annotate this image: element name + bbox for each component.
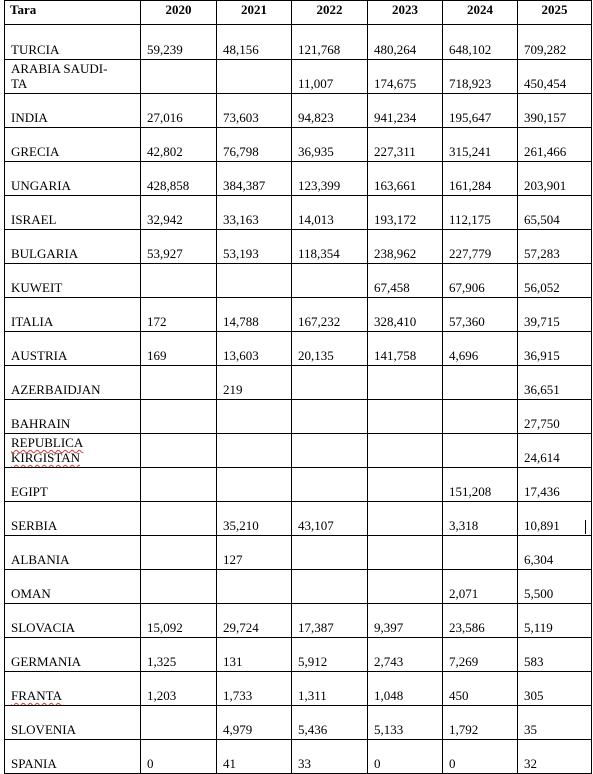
value-cell: 13,603 bbox=[217, 332, 292, 366]
table-row bbox=[5, 366, 592, 400]
value-cell: 648,102 bbox=[443, 25, 518, 60]
country-cell bbox=[5, 638, 141, 672]
value-cell bbox=[141, 536, 217, 570]
country-name: INDIA bbox=[11, 110, 48, 125]
country-name: ITALIA bbox=[11, 314, 54, 329]
exports-table bbox=[4, 0, 592, 774]
table-row bbox=[5, 400, 592, 434]
value-cell: 123,399 bbox=[292, 162, 368, 196]
value-cell: 35 bbox=[518, 706, 592, 740]
country-cell bbox=[5, 298, 141, 332]
country-cell bbox=[5, 604, 141, 638]
country-name: ALBANIA bbox=[11, 552, 70, 567]
country-name: TURCIA bbox=[11, 42, 60, 57]
value-cell: 36,915 bbox=[518, 332, 592, 366]
header-year: 2020 bbox=[141, 1, 217, 25]
country-name: FRANTA bbox=[11, 688, 62, 703]
value-cell: 112,175 bbox=[443, 196, 518, 230]
value-cell: 57,283 bbox=[518, 230, 592, 264]
value-cell: 42,802 bbox=[141, 128, 217, 162]
value-cell: 450,454 bbox=[518, 60, 592, 94]
value-cell bbox=[292, 570, 368, 604]
value-cell: 23,586 bbox=[443, 604, 518, 638]
header-year: 2023 bbox=[368, 1, 443, 25]
value-cell bbox=[217, 570, 292, 604]
value-cell bbox=[443, 434, 518, 468]
value-cell: 27,016 bbox=[141, 94, 217, 128]
country-name: AUSTRIA bbox=[11, 348, 68, 363]
value-cell: 261,466 bbox=[518, 128, 592, 162]
value-cell: 48,156 bbox=[217, 25, 292, 60]
value-cell: 15,092 bbox=[141, 604, 217, 638]
value-cell: 10,891 bbox=[518, 502, 592, 536]
header-year: 2025 bbox=[518, 1, 592, 25]
country-name: SLOVENIA bbox=[11, 722, 76, 737]
value-cell: 151,208 bbox=[443, 468, 518, 502]
country-cell bbox=[5, 366, 141, 400]
value-cell: 24,614 bbox=[518, 434, 592, 468]
value-cell bbox=[292, 468, 368, 502]
value-cell: 193,172 bbox=[368, 196, 443, 230]
value-cell: 14,013 bbox=[292, 196, 368, 230]
value-cell bbox=[141, 706, 217, 740]
value-cell: 1,792 bbox=[443, 706, 518, 740]
value-cell: 76,798 bbox=[217, 128, 292, 162]
value-cell bbox=[292, 264, 368, 298]
value-cell: 32 bbox=[518, 740, 592, 774]
table-row bbox=[5, 434, 592, 468]
country-name: ISRAEL bbox=[11, 212, 57, 227]
table-row bbox=[5, 604, 592, 638]
value-cell: 238,962 bbox=[368, 230, 443, 264]
value-cell bbox=[141, 60, 217, 94]
value-cell bbox=[141, 502, 217, 536]
value-cell: 1,733 bbox=[217, 672, 292, 706]
country-name: UNGARIA bbox=[11, 178, 71, 193]
country-cell bbox=[5, 468, 141, 502]
value-cell: 65,504 bbox=[518, 196, 592, 230]
value-cell: 315,241 bbox=[443, 128, 518, 162]
value-cell bbox=[292, 366, 368, 400]
value-cell: 53,193 bbox=[217, 230, 292, 264]
value-cell bbox=[368, 434, 443, 468]
value-cell: 17,436 bbox=[518, 468, 592, 502]
country-cell bbox=[5, 25, 141, 60]
value-cell bbox=[141, 570, 217, 604]
value-cell: 39,715 bbox=[518, 298, 592, 332]
table-row bbox=[5, 502, 592, 536]
value-cell: 4,696 bbox=[443, 332, 518, 366]
value-cell: 118,354 bbox=[292, 230, 368, 264]
table-row bbox=[5, 638, 592, 672]
value-cell bbox=[217, 60, 292, 94]
table-row bbox=[5, 468, 592, 502]
table-row bbox=[5, 264, 592, 298]
value-cell: 0 bbox=[368, 740, 443, 774]
value-cell: 1,203 bbox=[141, 672, 217, 706]
value-cell bbox=[368, 536, 443, 570]
value-cell: 7,269 bbox=[443, 638, 518, 672]
value-cell: 169 bbox=[141, 332, 217, 366]
table-row bbox=[5, 332, 592, 366]
country-cell bbox=[5, 672, 141, 706]
country-name: GRECIA bbox=[11, 144, 60, 159]
value-cell: 1,048 bbox=[368, 672, 443, 706]
value-cell: 1,311 bbox=[292, 672, 368, 706]
value-cell: 94,823 bbox=[292, 94, 368, 128]
value-cell: 941,234 bbox=[368, 94, 443, 128]
table-row bbox=[5, 298, 592, 332]
value-cell: 73,603 bbox=[217, 94, 292, 128]
table-row bbox=[5, 740, 592, 774]
value-cell: 27,750 bbox=[518, 400, 592, 434]
value-cell: 29,724 bbox=[217, 604, 292, 638]
value-cell: 36,651 bbox=[518, 366, 592, 400]
value-cell: 167,232 bbox=[292, 298, 368, 332]
value-cell: 59,239 bbox=[141, 25, 217, 60]
country-name: KUWEIT bbox=[11, 280, 63, 295]
country-cell bbox=[5, 94, 141, 128]
value-cell: 67,458 bbox=[368, 264, 443, 298]
value-cell bbox=[368, 570, 443, 604]
value-cell bbox=[141, 468, 217, 502]
value-cell: 480,264 bbox=[368, 25, 443, 60]
value-cell: 57,360 bbox=[443, 298, 518, 332]
value-cell bbox=[141, 366, 217, 400]
value-cell: 428,858 bbox=[141, 162, 217, 196]
header-year: 2022 bbox=[292, 1, 368, 25]
value-cell: 2,743 bbox=[368, 638, 443, 672]
value-cell: 43,107 bbox=[292, 502, 368, 536]
table-row bbox=[5, 60, 592, 94]
header-row bbox=[5, 1, 592, 25]
value-cell bbox=[368, 502, 443, 536]
value-cell: 1,325 bbox=[141, 638, 217, 672]
country-name: BULGARIA bbox=[11, 246, 79, 261]
value-cell: 5,119 bbox=[518, 604, 592, 638]
value-cell: 5,436 bbox=[292, 706, 368, 740]
value-cell: 5,912 bbox=[292, 638, 368, 672]
country-cell bbox=[5, 400, 141, 434]
value-cell: 121,768 bbox=[292, 25, 368, 60]
value-cell bbox=[368, 400, 443, 434]
country-cell bbox=[5, 128, 141, 162]
country-name: OMAN bbox=[11, 586, 51, 601]
table-row bbox=[5, 706, 592, 740]
country-name: SERBIA bbox=[11, 518, 58, 533]
value-cell bbox=[443, 536, 518, 570]
country-cell bbox=[5, 740, 141, 774]
table-row bbox=[5, 196, 592, 230]
value-cell bbox=[368, 366, 443, 400]
header-year: 2024 bbox=[443, 1, 518, 25]
text-cursor bbox=[585, 520, 586, 534]
value-cell: 0 bbox=[443, 740, 518, 774]
value-cell bbox=[217, 400, 292, 434]
value-cell: 4,979 bbox=[217, 706, 292, 740]
value-cell bbox=[141, 264, 217, 298]
header-year: 2021 bbox=[217, 1, 292, 25]
table-row bbox=[5, 128, 592, 162]
value-cell: 5,133 bbox=[368, 706, 443, 740]
value-cell: 2,071 bbox=[443, 570, 518, 604]
value-cell bbox=[292, 400, 368, 434]
table-row bbox=[5, 230, 592, 264]
value-cell: 718,923 bbox=[443, 60, 518, 94]
value-cell: 195,647 bbox=[443, 94, 518, 128]
value-cell: 36,935 bbox=[292, 128, 368, 162]
country-name: GERMANIA bbox=[11, 654, 82, 669]
value-cell: 5,500 bbox=[518, 570, 592, 604]
country-name: ARABIA SAUDI- TA bbox=[11, 61, 108, 91]
value-cell bbox=[292, 536, 368, 570]
value-cell: 328,410 bbox=[368, 298, 443, 332]
country-name: REPUBLICA KIRGISTAN bbox=[11, 435, 84, 465]
value-cell: 6,304 bbox=[518, 536, 592, 570]
table-row bbox=[5, 25, 592, 60]
value-cell: 20,135 bbox=[292, 332, 368, 366]
value-cell: 305 bbox=[518, 672, 592, 706]
value-cell bbox=[443, 366, 518, 400]
value-cell bbox=[217, 434, 292, 468]
value-cell: 11,007 bbox=[292, 60, 368, 94]
value-cell: 0 bbox=[141, 740, 217, 774]
value-cell: 172 bbox=[141, 298, 217, 332]
value-cell: 131 bbox=[217, 638, 292, 672]
value-cell: 709,282 bbox=[518, 25, 592, 60]
value-cell bbox=[141, 400, 217, 434]
country-name: AZERBAIDJAN bbox=[11, 382, 101, 397]
value-cell bbox=[141, 434, 217, 468]
value-cell: 53,927 bbox=[141, 230, 217, 264]
table-row bbox=[5, 162, 592, 196]
value-cell: 384,387 bbox=[217, 162, 292, 196]
value-cell bbox=[443, 400, 518, 434]
value-cell: 203,901 bbox=[518, 162, 592, 196]
country-cell bbox=[5, 706, 141, 740]
value-cell: 33 bbox=[292, 740, 368, 774]
country-cell bbox=[5, 502, 141, 536]
country-cell bbox=[5, 60, 141, 94]
table-row bbox=[5, 570, 592, 604]
country-name: SPANIA bbox=[11, 756, 57, 771]
country-cell bbox=[5, 196, 141, 230]
value-cell: 141,758 bbox=[368, 332, 443, 366]
country-cell bbox=[5, 264, 141, 298]
value-cell: 227,311 bbox=[368, 128, 443, 162]
table-row bbox=[5, 94, 592, 128]
value-cell bbox=[368, 468, 443, 502]
value-cell: 17,387 bbox=[292, 604, 368, 638]
value-cell: 174,675 bbox=[368, 60, 443, 94]
country-cell bbox=[5, 434, 141, 468]
value-cell: 161,284 bbox=[443, 162, 518, 196]
value-cell: 9,397 bbox=[368, 604, 443, 638]
value-cell: 583 bbox=[518, 638, 592, 672]
country-cell bbox=[5, 570, 141, 604]
value-cell: 41 bbox=[217, 740, 292, 774]
country-cell bbox=[5, 536, 141, 570]
value-cell: 127 bbox=[217, 536, 292, 570]
country-name: BAHRAIN bbox=[11, 416, 71, 431]
value-cell: 163,661 bbox=[368, 162, 443, 196]
value-cell bbox=[292, 434, 368, 468]
table-row bbox=[5, 672, 592, 706]
country-name: SLOVACIA bbox=[11, 620, 76, 635]
table-body bbox=[5, 25, 592, 774]
value-cell: 67,906 bbox=[443, 264, 518, 298]
value-cell: 3,318 bbox=[443, 502, 518, 536]
table-row bbox=[5, 536, 592, 570]
value-cell: 35,210 bbox=[217, 502, 292, 536]
value-cell: 390,157 bbox=[518, 94, 592, 128]
country-cell bbox=[5, 162, 141, 196]
header-country: Tara bbox=[5, 1, 141, 25]
value-cell: 33,163 bbox=[217, 196, 292, 230]
country-cell bbox=[5, 332, 141, 366]
value-cell: 14,788 bbox=[217, 298, 292, 332]
value-cell: 227,779 bbox=[443, 230, 518, 264]
value-cell: 32,942 bbox=[141, 196, 217, 230]
value-cell: 56,052 bbox=[518, 264, 592, 298]
value-cell bbox=[217, 468, 292, 502]
country-cell bbox=[5, 230, 141, 264]
country-name: EGIPT bbox=[11, 484, 48, 499]
value-cell: 219 bbox=[217, 366, 292, 400]
value-cell: 450 bbox=[443, 672, 518, 706]
value-cell bbox=[217, 264, 292, 298]
